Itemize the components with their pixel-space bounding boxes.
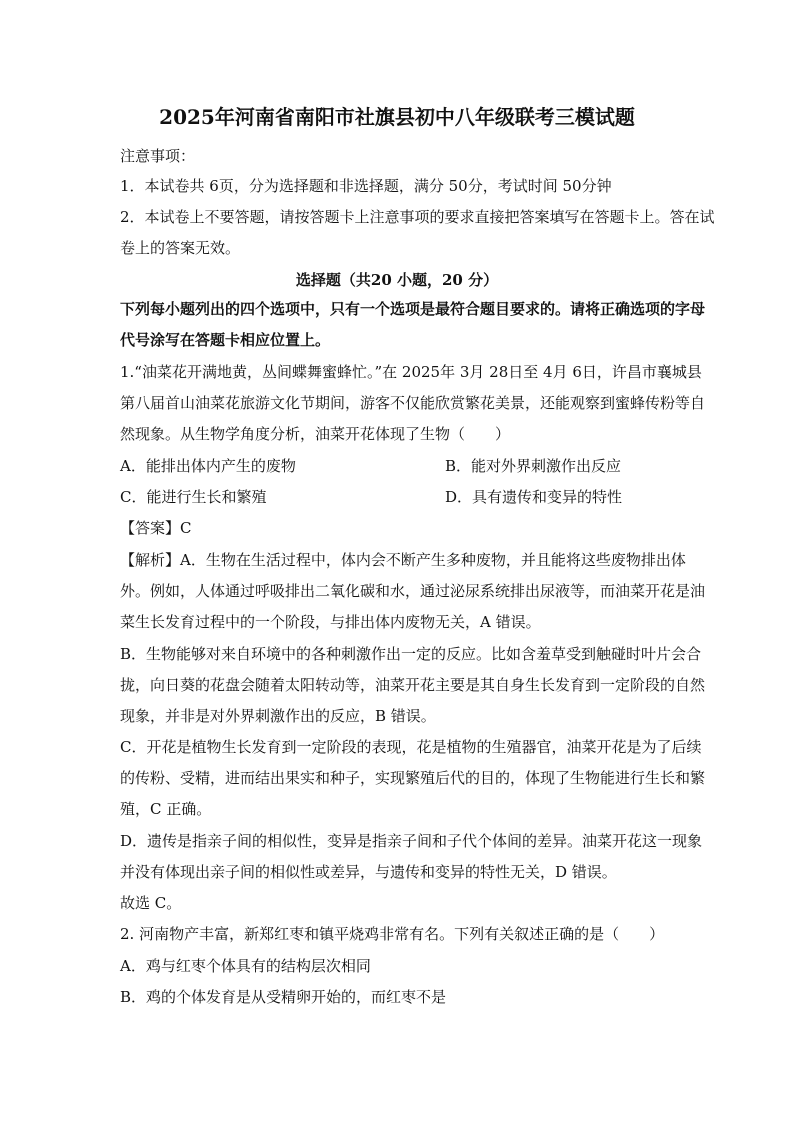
- notice-item: 2．本试卷上不要答题，请按答题卡上注意事项的要求直接把答案填写在答题卡上。答在试: [120, 208, 715, 226]
- analysis-line: 【解析】A．生物在生活过程中，体内会不断产生多种废物，并且能将这些废物排出体: [120, 551, 686, 569]
- notice-item: 1．本试卷共 6页，分为选择题和非选择题，满分 50分，考试时间 50分钟: [120, 177, 612, 195]
- answer: 【答案】C: [120, 519, 192, 537]
- analysis-line: 殖，C 正确。: [120, 800, 212, 818]
- option-d: D．具有遗传和变异的特性: [445, 488, 623, 506]
- analysis-line: 外。例如，人体通过呼吸排出二氧化碳和水，通过泌尿系统排出尿液等，而油菜开花是油: [120, 582, 706, 600]
- analysis-line: 的传粉、受精，进而结出果实和种子，实现繁殖后代的目的，体现了生物能进行生长和繁: [120, 769, 706, 787]
- analysis-line: 拢，向日葵的花盘会随着太阳转动等，油菜开花主要是其自身生长发育到一定阶段的自然: [120, 676, 706, 694]
- analysis-line: 故选 C。: [120, 894, 182, 912]
- question-2-stem: 2. 河南物产丰富，新郑红枣和镇平烧鸡非常有名。下列有关叙述正确的是（ ）: [120, 925, 665, 943]
- notice-heading: 注意事项：: [120, 147, 196, 165]
- question-1-stem: 第八届首山油菜花旅游文化节期间，游客不仅能欣赏繁花美景，还能观察到蜜蜂传粉等自: [120, 394, 706, 412]
- section-instruction: 下列每小题列出的四个选项中，只有一个选项是最符合题目要求的。请将正确选项的字母: [120, 300, 706, 318]
- analysis-line: 菜生长发育过程中的一个阶段，与排出体内废物无关，A 错误。: [120, 613, 541, 631]
- analysis-line: D．遗传是指亲子间的相似性，变异是指亲子间和子代个体间的差异。油菜开花这一现象: [120, 832, 703, 850]
- analysis-line: C．开花是植物生长发育到一定阶段的表现，花是植物的生殖器官，油菜开花是为了后续: [120, 738, 702, 756]
- section-instruction: 代号涂写在答题卡相应位置上。: [120, 331, 331, 349]
- analysis-line: 并没有体现出亲子间的相似性或差异，与遗传和变异的特性无关，D 错误。: [120, 863, 617, 881]
- option-a: A．能排出体内产生的废物: [120, 457, 296, 475]
- question-1-stem: 然现象。从生物学角度分析，油菜开花体现了生物（ ）: [120, 425, 511, 443]
- analysis-line: 现象，并非是对外界刺激作出的反应，B 错误。: [120, 707, 436, 725]
- question-2-option-a: A．鸡与红枣个体具有的结构层次相同: [120, 957, 371, 975]
- option-b: B．能对外界刺激作出反应: [445, 457, 622, 475]
- option-c: C．能进行生长和繁殖: [120, 488, 267, 506]
- page-title: 2025年河南省南阳市社旗县初中八年级联考三模试题: [159, 105, 635, 129]
- question-2-option-b: B．鸡的个体发育是从受精卵开始的，而红枣不是: [120, 988, 447, 1006]
- question-1-stem: 1.“油菜花开满地黄，丛间蝶舞蜜蜂忙。”在 2025年 3月 28日至 4月 6日，许昌市襄城县: [120, 363, 702, 381]
- section-title: 选择题（共20 小题，20 分）: [295, 271, 499, 289]
- notice-item: 卷上的答案无效。: [120, 239, 241, 257]
- analysis-line: B．生物能够对来自环境中的各种刺激作出一定的反应。比如含羞草受到触碰时叶片会合: [120, 645, 702, 663]
